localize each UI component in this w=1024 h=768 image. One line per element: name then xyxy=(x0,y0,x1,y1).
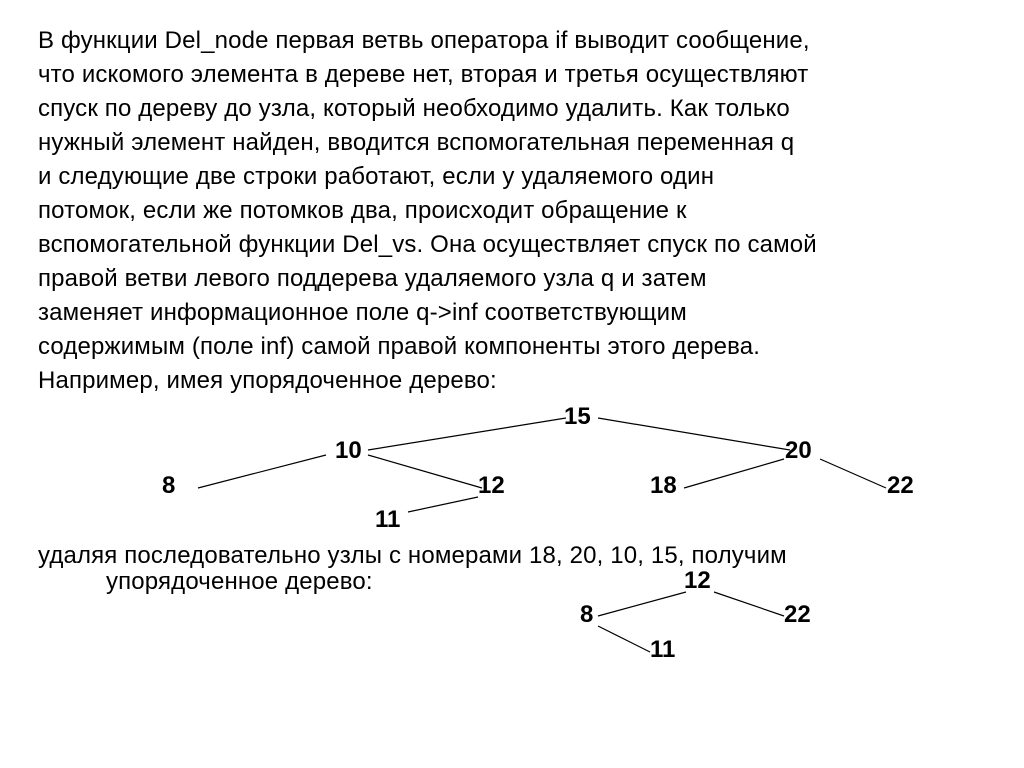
after-text-line-2: упорядоченное дерево: xyxy=(106,568,373,595)
tree2-node-12: 12 xyxy=(684,567,711,594)
paragraph-line-6: потомок, если же потомков два, происходит обращение к xyxy=(38,197,687,224)
paragraph-line-1: В функции Del_node первая ветвь оператора if выводит сообщение, xyxy=(38,27,810,54)
tree1-node-22: 22 xyxy=(887,472,914,499)
tree1-node-8: 8 xyxy=(162,472,176,499)
tree2-node-8: 8 xyxy=(580,601,594,628)
tree1-node-11: 11 xyxy=(375,506,401,533)
paragraph-line-3: спуск по дереву до узла, который необходимо удалить. Как только xyxy=(38,95,790,122)
tree1-node-10: 10 xyxy=(335,437,362,464)
tree1-node-12: 12 xyxy=(478,472,505,499)
paragraph-line-2: что искомого элемента в дереве нет, вторая и третья осуществляют xyxy=(38,61,809,88)
paragraph-line-5: и следующие две строки работают, если у удаляемого один xyxy=(38,163,715,190)
tree1-node-18: 18 xyxy=(650,472,677,499)
edge-12-8 xyxy=(598,592,686,616)
edge-20-18 xyxy=(684,459,784,488)
edge-10-12 xyxy=(368,455,482,488)
edge-12-22 xyxy=(714,592,784,616)
paragraph-line-7: вспомогательной функции Del_vs. Она осуществляет спуск по самой xyxy=(38,231,817,258)
tree1-node-15: 15 xyxy=(564,403,591,430)
after-text-line-1: удаляя последовательно узлы с номерами 18, 20, 10, 15, получим xyxy=(38,542,787,569)
tree2-node-11: 11 xyxy=(650,636,676,663)
paragraph-line-8: правой ветви левого поддерева удаляемого узла q и затем xyxy=(38,265,707,292)
edge-20-22 xyxy=(820,459,886,488)
paragraph-line-10: содержимым (поле inf) самой правой компоненты этого дерева. xyxy=(38,333,761,360)
paragraph-line-9: заменяет информационное поле q->inf соответствующим xyxy=(38,299,687,326)
edge-8-11 xyxy=(598,626,650,652)
paragraph-line-11: Например, имея упорядоченное дерево: xyxy=(38,367,497,394)
edge-12-11 xyxy=(408,497,478,512)
edge-15-10 xyxy=(368,418,566,450)
edge-15-20 xyxy=(598,418,790,450)
tree2-node-22: 22 xyxy=(784,601,811,628)
paragraph-line-4: нужный элемент найден, вводится вспомогательная переменная q xyxy=(38,129,795,156)
tree1-node-20: 20 xyxy=(785,437,812,464)
edge-10-8 xyxy=(198,455,326,488)
